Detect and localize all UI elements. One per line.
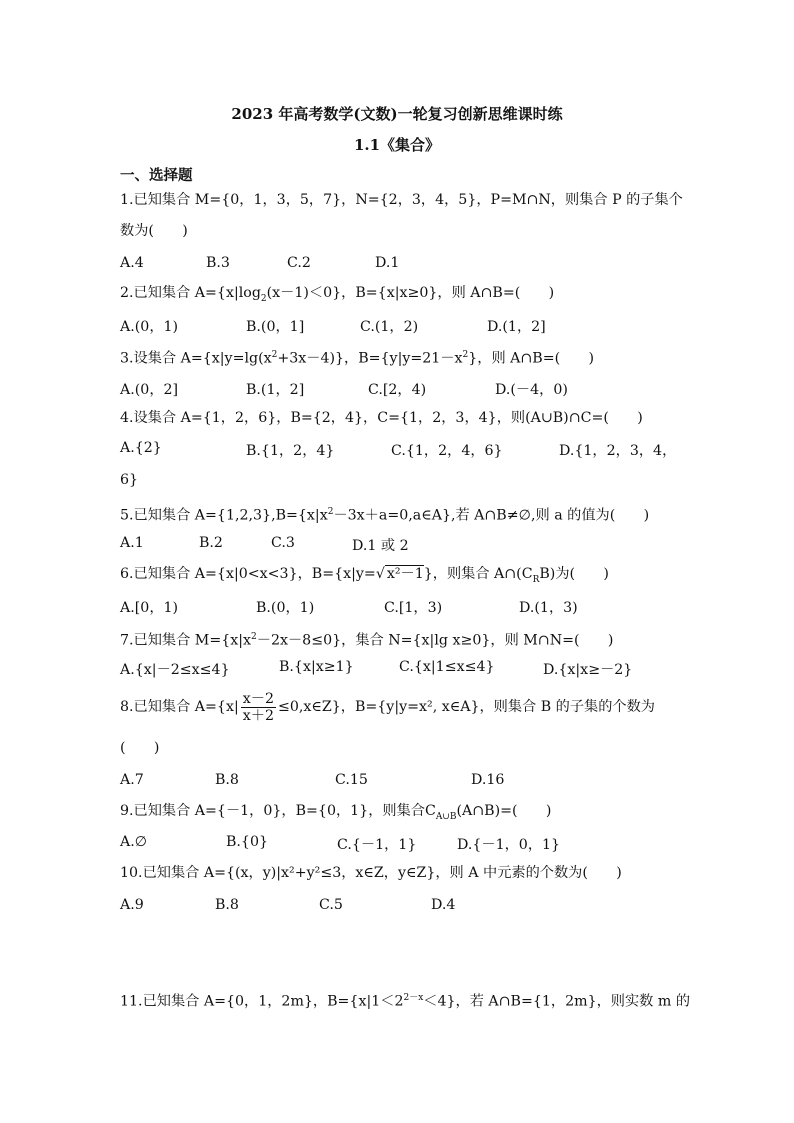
question-6-option-c: C.[1，3): [384, 600, 443, 616]
question-1-option-c: C.2: [287, 255, 311, 271]
question-10-option-d: D.4: [431, 897, 456, 913]
question-7-stem: 7.已知集合 $M=\{x|x^2-2x-8\le 0\}$，集合 N={x|lg x≥0}，则 M∩N=( ): [120, 632, 614, 649]
question-1-option-a: A.4: [120, 255, 144, 271]
question-1-stem-cont: 数为( ): [120, 223, 188, 239]
question-8-option-a: A.7: [120, 772, 144, 788]
question-11-stem: 11.已知集合 A={0，1，2m}，$B=\{x|1<2^{2-x}<4\}$，若 A∩B={1，2m}，则实数 m 的: [120, 993, 691, 1010]
question-9-option-c: C.{－1，1}: [337, 837, 417, 853]
question-2-stem: 2.已知集合 $A=\{x|\log_2(x-1)<0\}$，B={x|x≥0}，则 A∩B=( ): [120, 285, 555, 304]
section-heading: 一、选择题: [120, 167, 193, 184]
question-10-stem: 10.已知集合 A={(x，y)|x²+y²≤3，x∈Z，y∈Z}，则 A 中元素的个数为( ): [120, 865, 622, 881]
question-8-option-c: C.15: [335, 772, 368, 788]
question-8-stem: 8.已知集合 A={x| $\frac{x-2}{x+2}$ ≤0,x∈Z}，B={y|y=x², x∈A}，则集合 B 的子集的个数为: [120, 690, 655, 724]
question-2-option-a: A.(0，1): [120, 319, 179, 335]
question-3-stem: 3.设集合 $A=\{x|y=\lg(x^2+3x-4)\}$，$B=\{y|y=21-x^2\}$，则 A∩B=( ): [120, 350, 595, 367]
question-4-stem: 4.设集合 A={1，2，6}，B={2，4}，C={1，2，3，4}，则(A∪B)∩C=( ): [120, 410, 643, 426]
question-4-option-d: D.{1，2，3，4，: [559, 443, 677, 459]
question-1-option-b: B.3: [206, 255, 230, 271]
document-subtitle: 1.1《集合》: [353, 136, 441, 154]
question-7-option-a: A.{x|－2≤x≤4}: [120, 662, 230, 678]
question-4-option-d-cont: 6}: [120, 472, 139, 488]
question-3-option-b: B.(1，2]: [246, 382, 305, 398]
question-5-stem: 5.已知集合 $A=\{1,2,3\},B=\{x|x^2-3x+a=0,a\in A\}$,若 A∩B≠∅,则 a 的值为( ): [120, 507, 650, 524]
question-4-option-a: A.{2}: [120, 440, 162, 456]
question-2-option-b: B.(0，1]: [246, 319, 305, 335]
question-5-option-c: C.3: [271, 535, 295, 551]
question-10-option-a: A.9: [120, 897, 144, 913]
question-2-option-d: D.(1，2]: [487, 319, 546, 335]
question-1-stem: 1.已知集合 M={0，1，3，5，7}，N={2，3，4，5}，P=M∩N，则集合 P 的子集个: [120, 192, 683, 208]
question-2-option-c: C.(1，2): [360, 319, 419, 335]
question-9-option-d: D.{－1，0，1}: [457, 837, 561, 853]
question-4-option-b: B.{1，2，4}: [246, 443, 335, 459]
question-9-option-a: A.∅: [120, 834, 148, 850]
question-8-option-b: B.8: [215, 772, 239, 788]
question-4-option-c: C.{1，2，4，6}: [391, 443, 503, 459]
question-5-option-a: A.1: [120, 535, 144, 551]
question-6-option-d: D.(1，3): [519, 600, 578, 616]
question-6-option-a: A.[0，1): [120, 600, 179, 616]
question-8-stem-cont: ( ): [120, 740, 160, 756]
question-1-option-d: D.1: [375, 255, 400, 271]
question-3-option-c: C.[2，4): [368, 382, 427, 398]
document-title: 2023 年高考数学(文数)一轮复习创新思维课时练: [231, 105, 563, 123]
question-10-option-c: C.5: [319, 897, 343, 913]
question-5-option-d: D.1 或 2: [352, 538, 409, 554]
question-8-option-d: D.16: [471, 772, 505, 788]
question-6-stem: 6.已知集合 A={x|0<x<3}，B={x|y=√ x²－1}，则集合 $A\cap(C_RB)$为( ): [120, 566, 609, 585]
question-3-option-a: A.(0，2]: [120, 382, 179, 398]
question-9-stem: 9.已知集合 A={－1，0}，B={0，1}，则集合$C_{A\cup B}(A\cap B)=$( ): [120, 803, 552, 822]
fraction: $\frac{x-2}{x+2}$: [242, 690, 274, 724]
question-7-option-c: C.{x|1≤x≤4}: [399, 659, 495, 675]
radical-expression: x²－1: [386, 566, 424, 582]
question-5-option-b: B.2: [199, 535, 223, 551]
question-10-option-b: B.8: [215, 897, 239, 913]
question-7-option-d: D.{x|x≥－2}: [543, 662, 633, 678]
question-6-option-b: B.(0，1): [256, 600, 315, 616]
question-9-option-b: B.{0}: [226, 834, 269, 850]
question-3-option-d: D.(－4，0): [495, 382, 568, 398]
question-7-option-b: B.{x|x≥1}: [279, 659, 354, 675]
